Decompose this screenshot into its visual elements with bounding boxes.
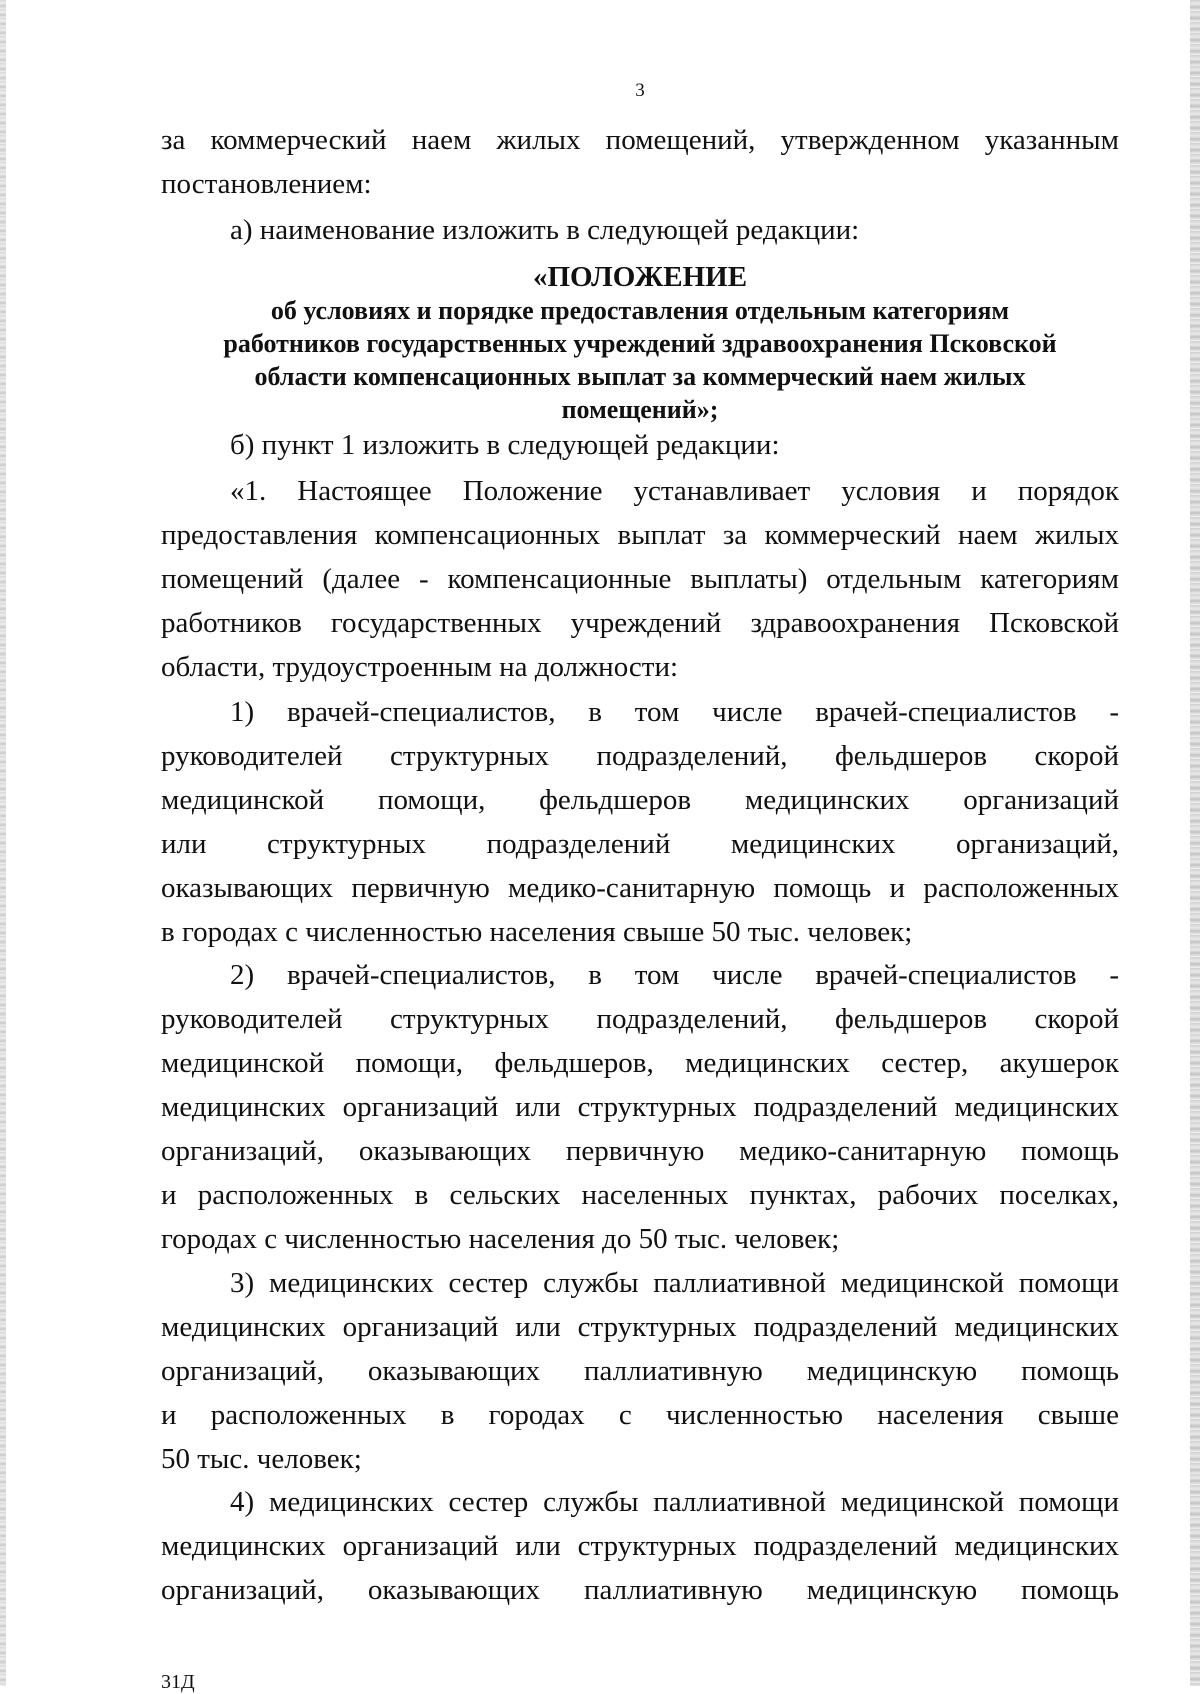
item-b-line: б) пункт 1 изложить в следующей редакции: xyxy=(230,429,780,461)
list-line: оказывающих первичную медико-санитарную помощь и расположенных xyxy=(161,872,1119,904)
clause-line: «1. Настоящее Положение устанавливает условия и порядок xyxy=(230,475,1119,507)
clause-line: работников государственных учреждений здравоохранения Псковской xyxy=(161,607,1119,639)
list-line: руководителей структурных подразделений, фельдшеров скорой xyxy=(161,1003,1119,1035)
list-line: городах с численностью населения до 50 тыс. человек; xyxy=(161,1223,840,1255)
title-line: помещений»; xyxy=(561,395,719,424)
intro-paragraph xyxy=(161,118,1119,206)
clause-line: области, трудоустроенным на должности: xyxy=(161,651,679,683)
list-line: 2) врачей-специалистов, в том числе врачей-специалистов - xyxy=(230,959,1119,991)
clause-1-paragraph xyxy=(161,469,1119,689)
item-b-paragraph xyxy=(161,423,1119,467)
list-line: медицинских организаций или структурных подразделений медицинских xyxy=(161,1091,1119,1123)
scan-edge-left xyxy=(0,0,6,1686)
list-line: 50 тыс. человек; xyxy=(161,1443,362,1475)
regulation-title xyxy=(161,261,1119,426)
list-line: или структурных подразделений медицинских организаций, xyxy=(161,828,1119,860)
title-line: об условиях и порядке предоставления отдельным категориям xyxy=(270,296,1010,325)
list-line: руководителей структурных подразделений, фельдшеров скорой xyxy=(161,740,1119,772)
list-line: медицинской помощи, фельдшеров медицинских организаций xyxy=(161,784,1119,816)
list-line: организаций, оказывающих паллиативную медицинскую помощь xyxy=(161,1355,1119,1387)
list-line: организаций, оказывающих паллиативную медицинскую помощь xyxy=(161,1574,1119,1606)
list-line: организаций, оказывающих первичную медико-санитарную помощь xyxy=(161,1135,1119,1167)
intro-line: постановлением: xyxy=(161,168,372,200)
list-line: 3) медицинских сестер службы паллиативной медицинской помощи xyxy=(230,1267,1119,1299)
list-line: и расположенных в городах с численностью населения свыше xyxy=(161,1399,1119,1431)
list-item-3 xyxy=(161,1261,1119,1481)
list-line: и расположенных в сельских населенных пунктах, рабочих поселках, xyxy=(161,1179,1119,1211)
title-line: работников государственных учреждений здравоохранения Псковской xyxy=(223,329,1057,358)
list-item-2 xyxy=(161,953,1119,1261)
title-main: «ПОЛОЖЕНИЕ xyxy=(532,261,748,293)
list-line: медицинских организаций или структурных подразделений медицинских xyxy=(161,1311,1119,1343)
title-line: области компенсационных выплат за коммерческий наем жилых xyxy=(254,362,1026,391)
clause-line: предоставления компенсационных выплат за коммерческий наем жилых xyxy=(161,519,1119,551)
clause-line: помещений (далее - компенсационные выплаты) отдельным категориям xyxy=(161,563,1119,595)
list-line: 1) врачей-специалистов, в том числе врачей-специалистов - xyxy=(230,696,1119,728)
list-item-1 xyxy=(161,690,1119,954)
intro-line: за коммерческий наем жилых помещений, утвержденном указанным xyxy=(161,124,1119,156)
list-line: в городах с численностью населения свыше 50 тыс. человек; xyxy=(161,916,913,948)
list-line: 4) медицинских сестер службы паллиативной медицинской помощи xyxy=(230,1486,1119,1518)
list-line: медицинских организаций или структурных подразделений медицинских xyxy=(161,1530,1119,1562)
page-number: 3 xyxy=(635,80,645,101)
list-item-4 xyxy=(161,1480,1119,1612)
list-line: медицинской помощи, фельдшеров, медицинских сестер, акушерок xyxy=(161,1047,1119,1079)
item-a-paragraph xyxy=(161,208,1119,252)
footer-code: 31Д xyxy=(161,1671,195,1693)
item-a-line: а) наименование изложить в следующей редакции: xyxy=(230,214,860,246)
scan-edge-right xyxy=(1190,0,1200,1686)
